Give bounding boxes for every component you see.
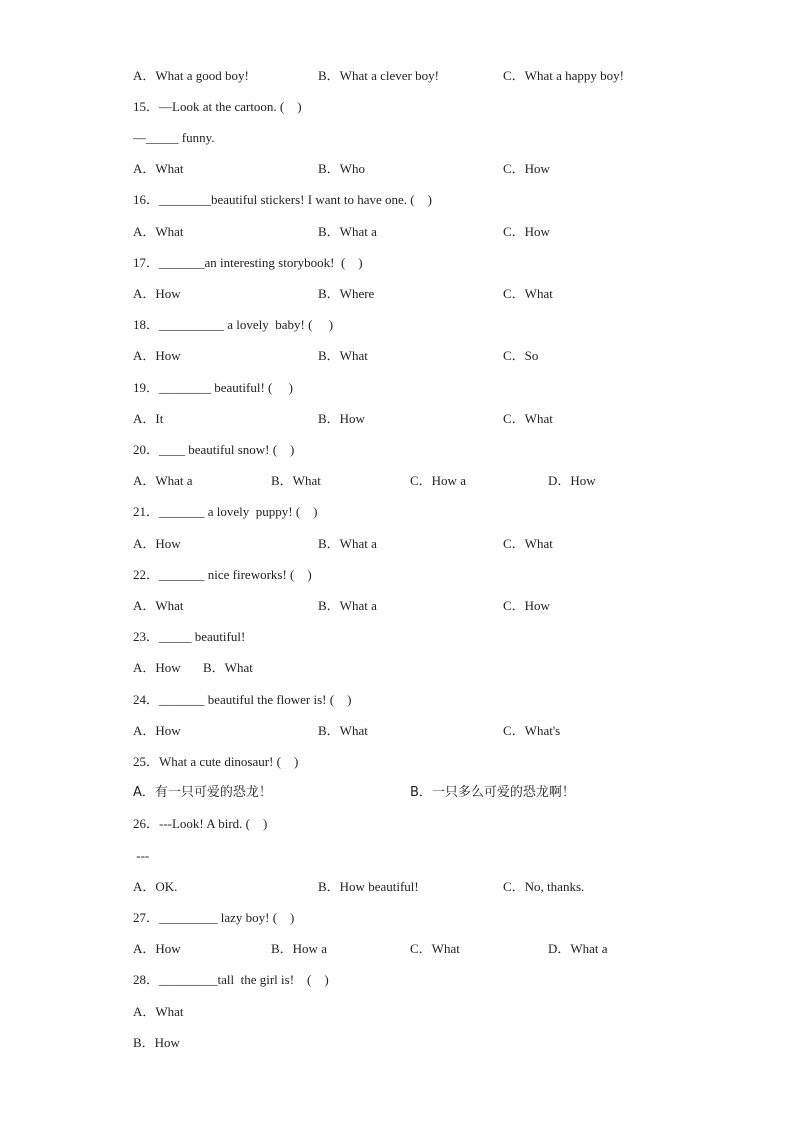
answer-option: B．What (271, 473, 321, 488)
question-line: 22．_______ nice fireworks! ( ) (133, 567, 312, 582)
answer-option: C．What (503, 286, 553, 301)
answer-option: C．How (503, 224, 550, 239)
question-line: 18．__________ a lovely baby! ( ) (133, 317, 334, 332)
answer-option: A．How (133, 348, 181, 363)
answer-option: B．What a (318, 224, 377, 239)
answer-option: A．How (133, 723, 181, 738)
answer-option: B．What a (318, 536, 377, 551)
answer-option: B．What a (318, 598, 377, 613)
answer-option: A．What (133, 224, 184, 239)
answer-option: C．What a happy boy! (503, 68, 624, 83)
answer-option: A．It (133, 411, 164, 426)
question-line: 25．What a cute dinosaur! ( ) (133, 754, 299, 769)
answer-option: C．How (503, 598, 550, 613)
answer-option: A．有一只可爱的恐龙！ (133, 785, 272, 800)
question-line: 27．_________ lazy boy! ( ) (133, 910, 295, 925)
question-line: 16．________beautiful stickers! I want to have one. ( ) (133, 192, 432, 207)
answer-option: B．How beautiful! (318, 879, 419, 894)
answer-option: B．What a clever boy! (318, 68, 439, 83)
answer-option: A．How (133, 941, 181, 956)
answer-option: B．Who (318, 161, 365, 176)
answer-option: C．What (503, 536, 553, 551)
answer-option: C．No, thanks. (503, 879, 585, 894)
question-line: 15．—Look at the cartoon. ( ) (133, 99, 302, 114)
answer-option: C．How (503, 161, 550, 176)
answer-option: B．How (318, 411, 365, 426)
question-line: —_____ funny. (133, 130, 215, 145)
answer-option: B．How (133, 1035, 180, 1050)
answer-option: A．What (133, 1004, 184, 1019)
answer-option: C．So (503, 348, 539, 363)
answer-option: A．What (133, 598, 184, 613)
answer-option: D．How (548, 473, 596, 488)
answer-option: B．What (203, 660, 253, 675)
answer-option: B．How a (271, 941, 327, 956)
answer-option: A．What a good boy! (133, 68, 249, 83)
question-line: 20．____ beautiful snow! ( ) (133, 442, 295, 457)
answer-option: B．What (318, 723, 368, 738)
answer-option: A．How (133, 286, 181, 301)
answer-option: C．What (410, 941, 460, 956)
question-line: 21．_______ a lovely puppy! ( ) (133, 504, 318, 519)
answer-option: B．一只多么可爱的恐龙啊！ (410, 785, 575, 800)
question-line: --- (133, 848, 150, 863)
question-line: 17．_______an interesting storybook! ( ) (133, 255, 363, 270)
question-line: 24．_______ beautiful the flower is! ( ) (133, 692, 352, 707)
answer-option: C．What's (503, 723, 561, 738)
answer-option: D．What a (548, 941, 608, 956)
answer-option: A．How (133, 660, 181, 675)
answer-option: B．What (318, 348, 368, 363)
question-line: 23．_____ beautiful! (133, 629, 246, 644)
answer-option: A．What a (133, 473, 193, 488)
answer-option: A．OK. (133, 879, 178, 894)
answer-option: C．What (503, 411, 553, 426)
question-line: 26．---Look! A bird. ( ) (133, 816, 268, 831)
question-line: 19．________ beautiful! ( ) (133, 380, 293, 395)
question-line: 28．_________tall the girl is! ( ) (133, 972, 329, 987)
answer-option: C．How a (410, 473, 466, 488)
answer-option: B．Where (318, 286, 375, 301)
answer-option: A．What (133, 161, 184, 176)
answer-option: A．How (133, 536, 181, 551)
